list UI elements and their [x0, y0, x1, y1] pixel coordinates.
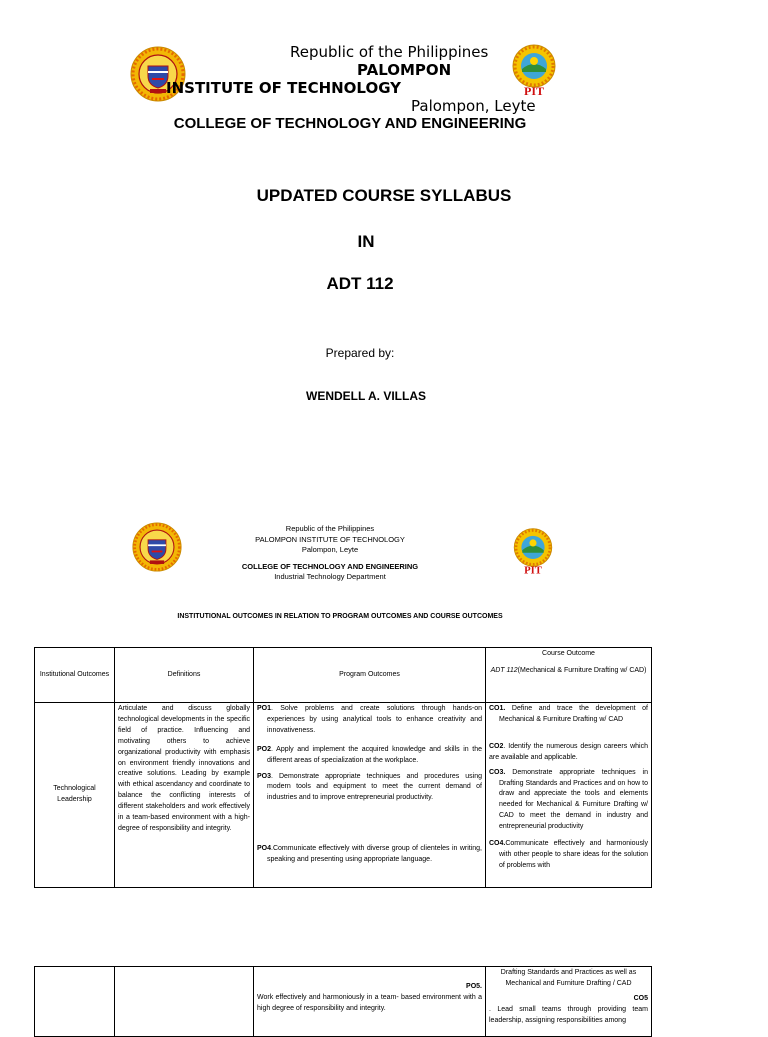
pit-logo-small-text: PIT [524, 564, 542, 576]
page2-institute: PALOMPON INSTITUTE OF TECHNOLOGY [255, 534, 405, 544]
pit-logo-right-icon [506, 42, 562, 98]
po2: PO2. Apply and implement the acquired knowledge and skills in the different areas of specialization at the workplace. [257, 745, 482, 764]
cover-in: IN [357, 232, 375, 251]
co4: CO4.Communicate effectively and harmoniously with other people to share ideas for the solution of problems with [489, 840, 648, 869]
co-continuation: Drafting Standards and Practices as well as Mechanical and Furniture Drafting / CAD [500, 969, 637, 987]
pit-logo-text: PIT [523, 84, 545, 98]
definition-cell-cont [115, 967, 254, 1037]
header-institute: INSTITUTE OF TECHNOLOGY [166, 79, 402, 97]
po1: PO1. Solve problems and create solutions through hands-on experiences by using analytical tools to enhance creativity and innovativeness. [257, 705, 482, 734]
cover-title: UPDATED COURSE SYLLABUS [256, 186, 512, 205]
co5-text: . Lead small teams through providing team leadership, assigning responsibilities among [489, 1005, 648, 1024]
page2-department: Industrial Technology Department [274, 572, 386, 581]
header-program-outcomes: Program Outcomes [254, 648, 486, 703]
course-outcomes-cell [486, 703, 652, 888]
program-outcomes-cell [254, 703, 486, 888]
page2-republic: Republic of the Philippines [285, 524, 375, 533]
section-title: INSTITUTIONAL OUTCOMES IN RELATION TO PROGRAM OUTCOMES AND COURSE OUTCOMES [177, 613, 503, 620]
course-outcome-label: Course Outcome [542, 650, 595, 657]
cover-course: ADT 112 [326, 274, 394, 293]
co5-code: CO5 [633, 994, 648, 1002]
header-location: Palompon, Leyte [411, 97, 536, 115]
course-code: ADT 112 [490, 666, 518, 674]
course-outcomes-cell-cont [486, 967, 652, 1037]
page2-college: COLLEGE OF TECHNOLOGY AND ENGINEERING [241, 561, 419, 571]
po3: PO3. Demonstrate appropriate techniques and procedures using modern tools and equipment to meet the current demand of industries and to improve entrepreneurial productivity. [257, 772, 482, 802]
definition-cell: Articulate and discuss globally technological developments in the specific field of practice. Influencing and motivating others to achieve organizational productivity with emphasis on environment friendly innovations and creative solutions. Leading by example with ethical ascendancy and coordinate to balance the conflicting interests of different stakeholders and work effectively in a team-based environment with a high-degree of responsibility and integrity. [115, 703, 254, 888]
page2-location: Palompon, Leyte [301, 545, 359, 554]
cover-author: WENDELL A. VILLAS [306, 389, 426, 403]
cover-prepared-by: Prepared by: [325, 346, 395, 360]
header-republic: Republic of the Philippines [290, 43, 489, 61]
outcomes-table-continued [34, 966, 652, 1037]
po4: PO4.Communicate effectively with diverse group of clienteles in writing, speaking and presenting using appropriate language. [257, 845, 482, 864]
co2: CO2. Identify the numerous design careers which are available and applicable. [489, 742, 648, 761]
header-institutional-outcomes: Institutional Outcomes [35, 648, 115, 703]
page2-header [0, 524, 660, 583]
institutional-outcome-cell: Technological Leadership [35, 703, 115, 888]
header-college: COLLEGE OF TECHNOLOGY AND ENGINEERING [173, 115, 527, 132]
institutional-outcome-cell-cont [35, 967, 115, 1037]
header-course-outcome [486, 648, 652, 703]
co3: CO3. Demonstrate appropriate techniques in Drafting Standards and Practices and on how to draw and appreciate the tools and elements needed for Mechanical & Furniture Drafting w/ CAD to meet the demand in industry and entrepreneurial productivity [489, 768, 648, 831]
course-name: (Mechanical & Furniture Drafting w/ CAD) [517, 666, 647, 674]
outcomes-table [34, 647, 652, 888]
po5-code: PO5. [466, 983, 482, 990]
co1: CO1. Define and trace the development of Mechanical & Furniture Drafting w/ CAD [489, 705, 648, 723]
header-definitions: Definitions [115, 648, 254, 703]
program-outcomes-cell-cont [254, 967, 486, 1037]
header-palompon: PALOMPON [357, 61, 452, 79]
po5-text: Work effectively and harmoniously in a team- based environment with a high degree of responsibility and integrity. [257, 993, 482, 1012]
course-outcome-subject [489, 666, 648, 677]
